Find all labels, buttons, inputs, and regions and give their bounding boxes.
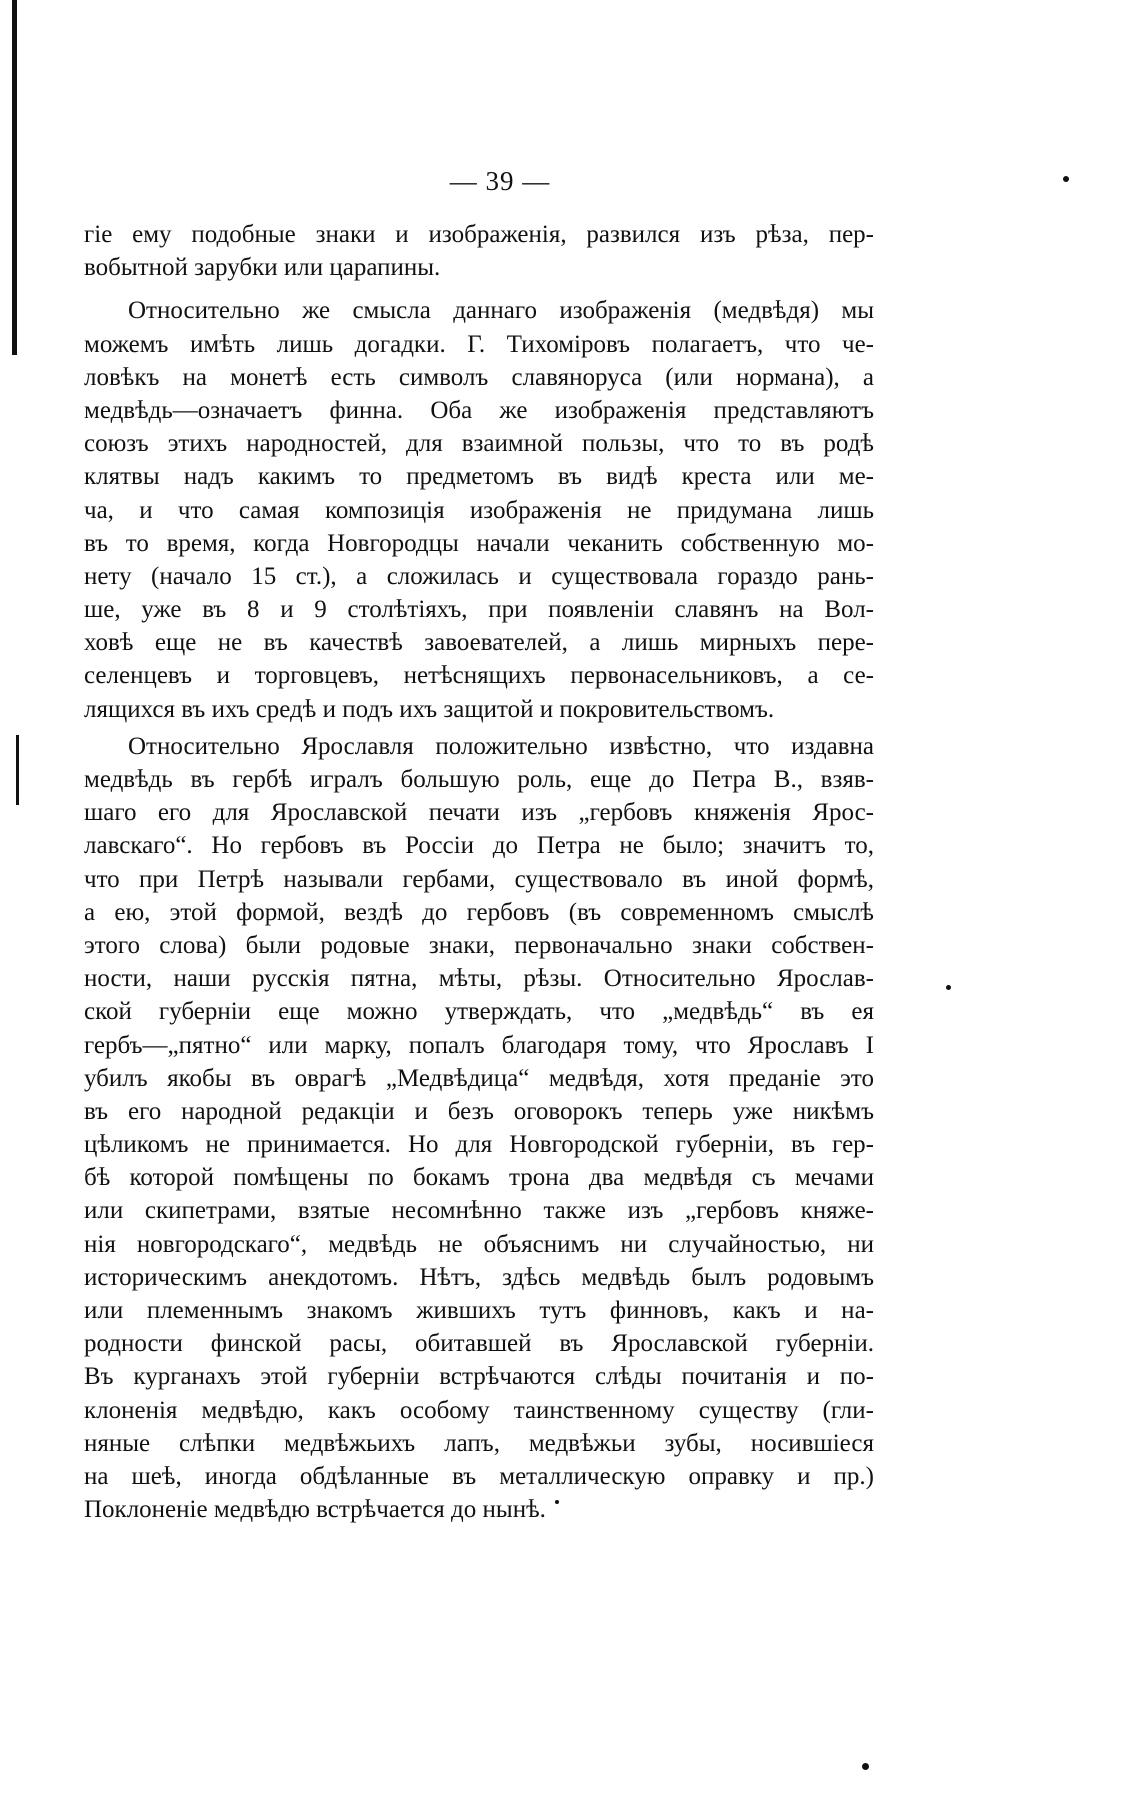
paragraph xyxy=(84,294,874,725)
text-line: Относительно же смысла даннаго изображенія (медвѣдя) мы xyxy=(128,297,874,325)
text-line: или скипетрами, взятые несомнѣнно также изъ „гербовъ княже- xyxy=(84,1197,874,1225)
text-line: цѣликомъ не принимается. Но для Новгородской губерніи, въ гер- xyxy=(84,1131,874,1159)
scan-speck xyxy=(946,985,951,990)
text-line: ше, уже въ 8 и 9 столѣтіяхъ, при появленіи славянъ на Вол- xyxy=(84,596,874,624)
text-line: въ то время, когда Новгородцы начали чеканить собственную мо- xyxy=(84,529,874,557)
text-line: историческимъ анекдотомъ. Нѣтъ, здѣсь медвѣдь былъ родовымъ xyxy=(84,1263,874,1291)
text-line: на шеѣ, иногда обдѣланные въ металлическую оправку и пр.) xyxy=(84,1462,874,1490)
text-line: лящихся въ ихъ средѣ и подъ ихъ защитой и покровительствомъ. xyxy=(84,695,775,723)
text-line: лавскаго“. Но гербовъ въ Россіи до Петра не было; значитъ то, xyxy=(84,832,874,860)
page-binding-edge-mark xyxy=(16,735,19,805)
page-body-text xyxy=(84,218,874,1526)
paragraph xyxy=(84,730,874,1527)
text-line: ской губерніи еще можно утверждать, что „медвѣдь“ въ ея xyxy=(84,998,874,1026)
text-line: медвѣдь—означаетъ финна. Оба же изображенія представляютъ xyxy=(84,396,874,424)
text-line: нія новгородскаго“, медвѣдь не объяснимъ ни случайностью, ни xyxy=(84,1230,874,1258)
text-line: клоненія медвѣдю, какъ особому таинственному существу (гли- xyxy=(84,1396,874,1424)
page-number: — 39 — xyxy=(449,166,551,196)
text-line: Поклоненіе медвѣдю встрѣчается до нынѣ. xyxy=(84,1496,546,1524)
text-line: этого слова) были родовые знаки, первоначально знаки собствен- xyxy=(84,931,874,959)
text-line: бѣ которой помѣщены по бокамъ трона два медвѣдя съ мечами xyxy=(84,1164,874,1192)
text-line: гербъ—„пятно“ или марку, попалъ благодаря тому, что Ярославъ I xyxy=(84,1031,874,1059)
text-line: шаго его для Ярославской печати изъ „гербовъ княженія Ярос- xyxy=(84,799,874,827)
scan-speck xyxy=(862,1763,869,1770)
text-line: медвѣдь въ гербѣ игралъ большую роль, еще до Петра В., взяв- xyxy=(84,766,874,793)
text-line: а ею, этой формой, вездѣ до гербовъ (въ современномъ смыслѣ xyxy=(84,898,874,926)
text-line: ности, наши русскія пятна, мѣты, рѣзы. Относительно Ярослав- xyxy=(84,965,874,993)
text-line: клятвы надъ какимъ то предметомъ въ видѣ креста или ме- xyxy=(84,463,874,491)
text-line: ховѣ еще не въ качествѣ завоевателей, а лишь мирныхъ пере- xyxy=(84,629,874,657)
text-line: Относительно Ярославля положительно извѣстно, что издавна xyxy=(128,732,874,760)
text-line: въ его народной редакціи и безъ оговорокъ теперь уже никѣмъ xyxy=(84,1097,874,1125)
text-line: убилъ якобы въ оврагѣ „Медвѣдица“ медвѣдя, хотя преданіе это xyxy=(84,1064,874,1092)
text-line: что при Петрѣ называли гербами, существовало въ иной формѣ, xyxy=(84,865,874,893)
text-line: няные слѣпки медвѣжьихъ лапъ, медвѣжьи зубы, носившіеся xyxy=(84,1429,874,1457)
text-line: можемъ имѣть лишь догадки. Г. Тихоміровъ полагаетъ, что че- xyxy=(84,330,874,358)
text-line: гіе ему подобные знаки и изображенія, развился изъ рѣза, пер- xyxy=(84,221,874,248)
text-line: или племеннымъ знакомъ жившихъ тутъ финновъ, какъ и на- xyxy=(84,1297,874,1324)
text-line: ловѣкъ на монетѣ есть символъ славяноруса (или нормана), а xyxy=(84,363,874,391)
text-line: селенцевъ и торговцевъ, нетѣснящихъ первонасельниковъ, а се- xyxy=(84,662,874,690)
text-line: Въ курганахъ этой губерніи встрѣчаются слѣды почитанія и по- xyxy=(84,1363,874,1391)
paragraph xyxy=(84,218,874,284)
text-line: ча, и что самая композиція изображенія не придумана лишь xyxy=(84,496,874,524)
scan-speck xyxy=(1063,176,1069,182)
text-line: союзъ этихъ народностей, для взаимной пользы, что то въ родѣ xyxy=(84,430,874,458)
text-line: родности финской расы, обитавшей въ Ярославской губерніи. xyxy=(84,1330,874,1358)
text-line: вобытной зарубки или царапины. xyxy=(84,254,441,282)
text-line: нету (начало 15 ст.), а сложилась и существовала гораздо рань- xyxy=(84,562,874,590)
